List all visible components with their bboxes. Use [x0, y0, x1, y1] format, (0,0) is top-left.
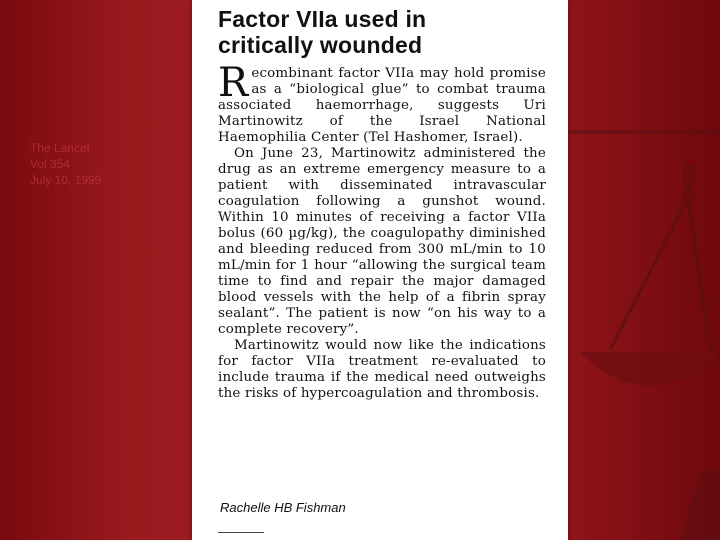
headline-line-1: Factor VIIa used in [218, 6, 427, 32]
footer-rule [218, 532, 264, 533]
article-paragraph-3: Martinowitz would now like the indications for factor VIIa treatment re-evaluated to include trauma if the medical need outweighs the risks of hypercoagulation and thrombosis. [218, 338, 546, 401]
citation-volume: Vol 354 [30, 157, 71, 171]
citation-journal: The Lancet [30, 141, 91, 155]
headline-line-2: critically wounded [218, 32, 423, 58]
article-headline [218, 6, 558, 58]
article-paragraph-2: On June 23, Martinowitz administered the drug as an extreme emergency measure to a patient with disseminated intravascular coagulation following a gunshot wound. Within 10 minutes of receiving a factor VIIa bolus (60 µg/kg), the coagulopathy diminished and bleeding reduced from 300 mL/min to 10 mL/min for 1 hour “allowing the surgical team time to find and repair the major damaged blood vessels with the help of a fibrin spray sealant”. The patient is now “on his way to a complete recovery”. [218, 146, 546, 337]
article-clipping [192, 0, 568, 540]
paragraph-1-text: ecombinant factor VIIa may hold promise as a “biological glue” to combat trauma associated haemorrhage, suggests Uri Martinowitz of the Israel National Haemophilia Center (Tel Hashomer, Israel). [218, 66, 546, 145]
article-byline: Rachelle HB Fishman [220, 500, 346, 515]
citation-date: July 10, 1999 [30, 173, 102, 187]
article-paragraph-1 [218, 60, 546, 146]
article-body [218, 60, 546, 402]
citation [30, 140, 101, 188]
balance-scale-icon [560, 90, 720, 540]
drop-cap: R [218, 60, 249, 106]
